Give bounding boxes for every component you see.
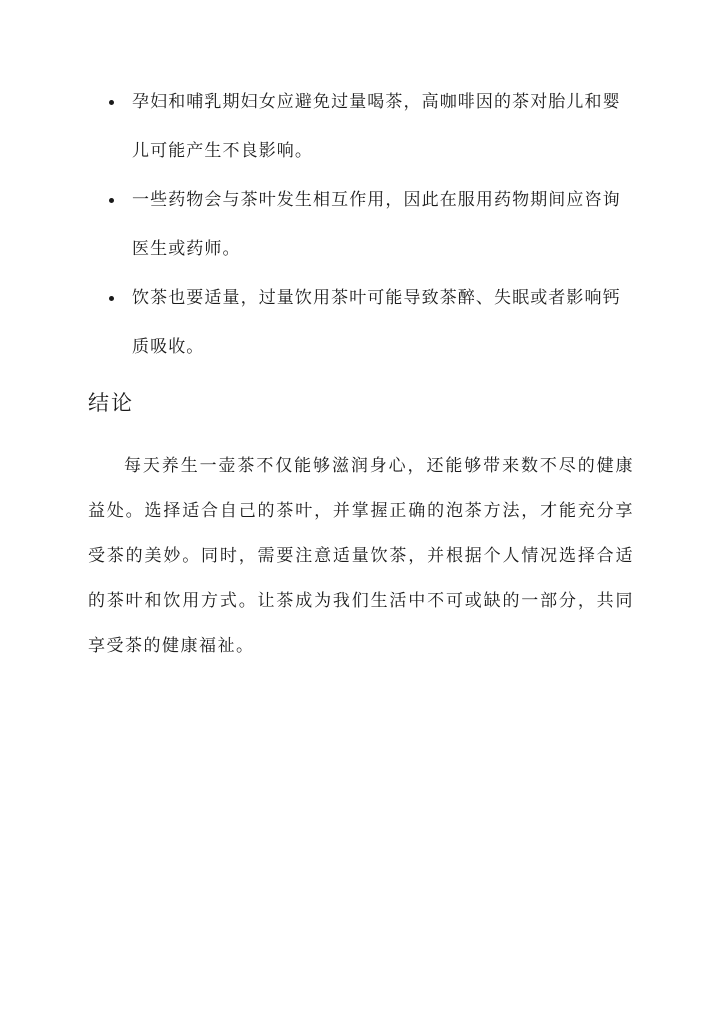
list-item bbox=[88, 176, 638, 274]
list-item-text: 一些药物会与茶叶发生相互作用，因此在服用药物期间应咨询医生或药师。 bbox=[132, 190, 621, 259]
list-item bbox=[88, 274, 638, 372]
bullet-icon bbox=[109, 198, 114, 203]
list-item bbox=[88, 78, 638, 176]
conclusion-heading: 结论 bbox=[88, 391, 134, 415]
bullet-icon bbox=[109, 100, 114, 105]
list-item-text: 饮茶也要适量，过量饮用茶叶可能导致茶醉、失眠或者影响钙质吸收。 bbox=[132, 288, 621, 357]
list-item-text: 孕妇和哺乳期妇女应避免过量喝茶，高咖啡因的茶对胎儿和婴儿可能产生不良影响。 bbox=[132, 92, 621, 161]
bullet-icon bbox=[109, 296, 114, 301]
precautions-list bbox=[88, 78, 638, 372]
conclusion-paragraph: 每天养生一壶茶不仅能够滋润身心，还能够带来数不尽的健康益处。选择适合自己的茶叶，并掌握正确的泡茶方法，才能充分享受茶的美妙。同时，需要注意适量饮茶，并根据个人情况选择合适的茶叶和饮用方式。让茶成为我们生活中不可或缺的一部分，共同享受茶的健康福祉。 bbox=[88, 456, 634, 656]
